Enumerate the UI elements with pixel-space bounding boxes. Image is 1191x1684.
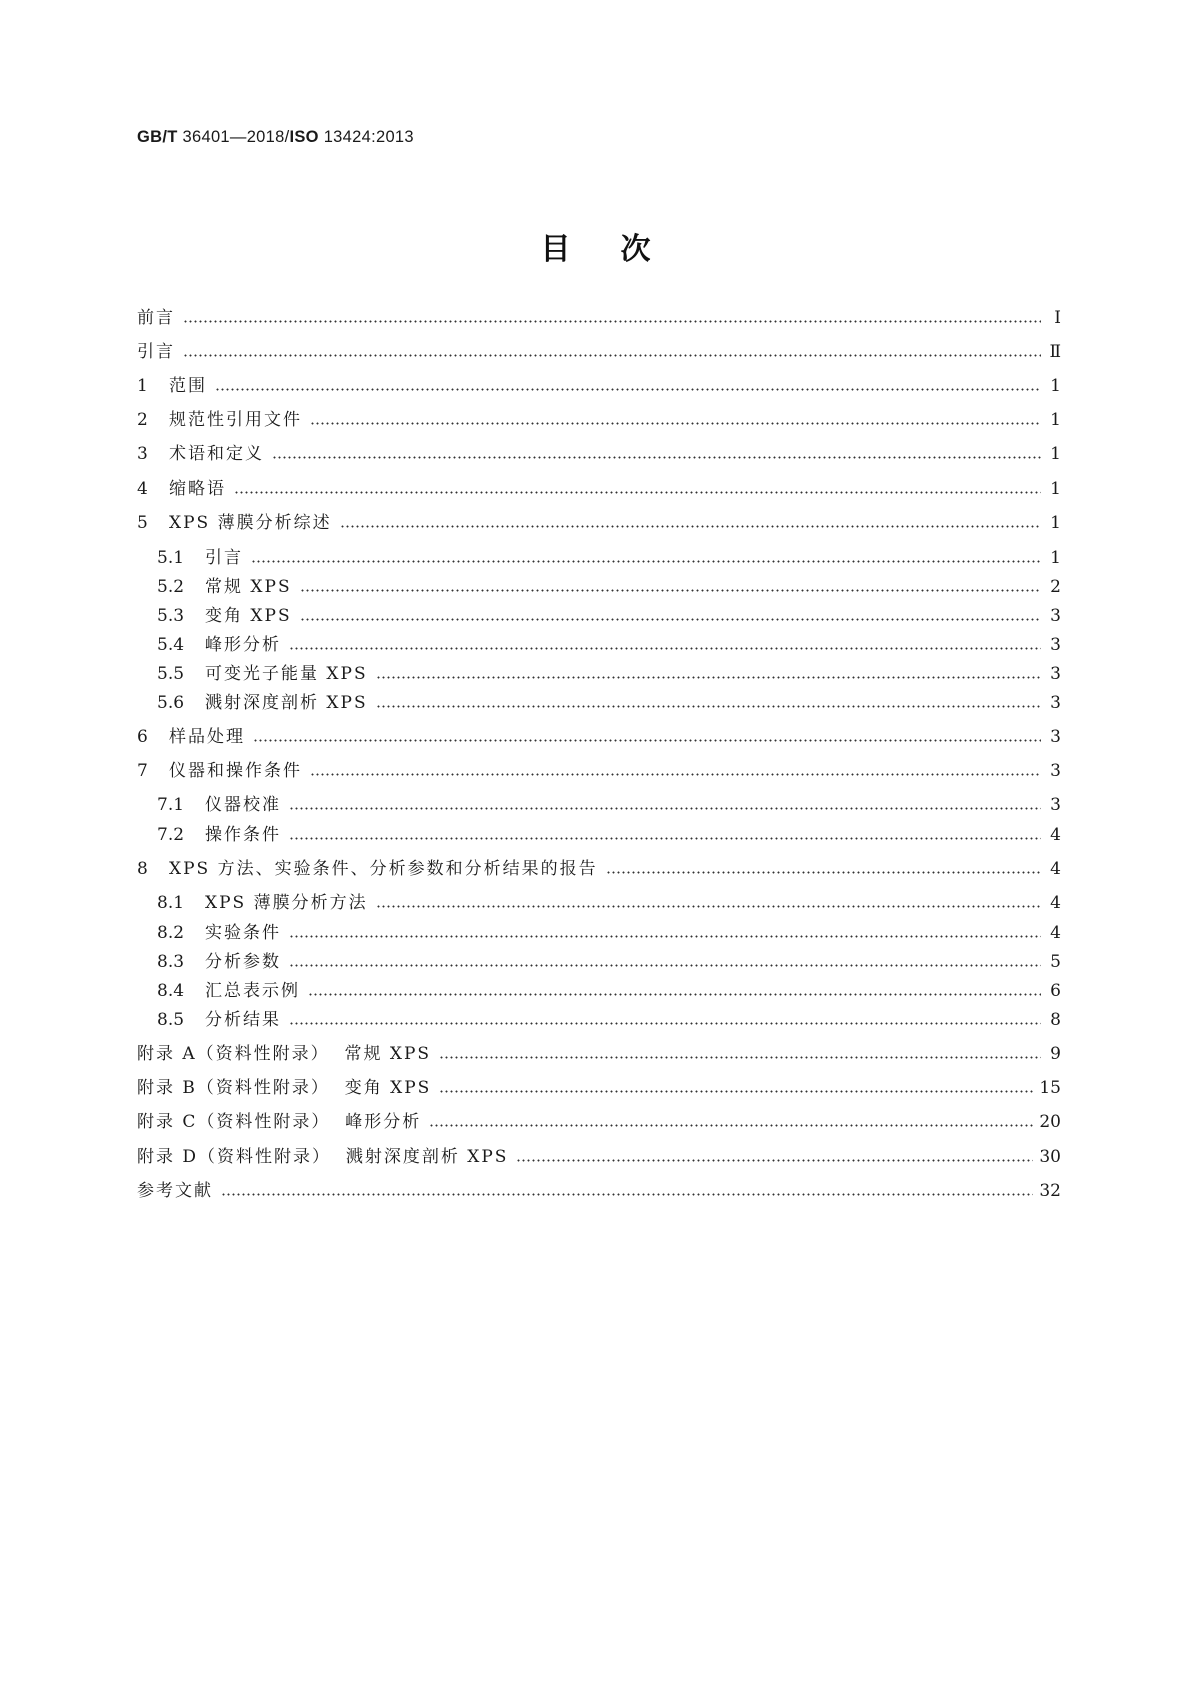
toc-dot-leader — [340, 525, 1041, 528]
toc-entry-number: 3 — [137, 444, 148, 464]
toc-entry-page: 1 — [1050, 410, 1061, 430]
toc-entry-page: 4 — [1050, 923, 1061, 943]
std-number: 36401—2018/ — [177, 128, 290, 146]
toc-entry-label: 常规 XPS — [205, 577, 292, 597]
toc-entry-label: 仪器和操作条件 — [169, 761, 302, 781]
toc-entry[interactable] — [157, 950, 1061, 974]
toc-entry-label: 参考文献 — [137, 1181, 213, 1201]
toc-dot-leader — [289, 935, 1041, 938]
toc-entry-label: 操作条件 — [205, 825, 281, 845]
toc-entry-page: 4 — [1050, 825, 1061, 845]
toc-entry-page: 1 — [1050, 513, 1061, 533]
toc-entry-number: 8.2 — [157, 923, 185, 943]
toc-entry-number: 8.5 — [157, 1010, 185, 1030]
toc-entry-page: 8 — [1050, 1010, 1061, 1030]
toc-entry-page: 3 — [1050, 664, 1061, 684]
toc-entry-number: 2 — [137, 410, 148, 430]
toc-dot-leader — [253, 739, 1041, 742]
toc-entry-label: 溅射深度剖析 XPS — [205, 693, 368, 713]
toc-entry[interactable] — [157, 662, 1061, 686]
toc-entry-page: Ⅱ — [1049, 342, 1061, 362]
toc-entry-label: 引言 — [137, 342, 175, 362]
toc-entry[interactable] — [157, 793, 1061, 817]
toc-entry-label: 范围 — [169, 376, 207, 396]
toc-entry-page: 3 — [1050, 727, 1061, 747]
toc-entry[interactable] — [157, 921, 1061, 945]
toc-entry[interactable] — [157, 546, 1061, 570]
toc-entry-page: 1 — [1050, 548, 1061, 568]
toc-dot-leader — [289, 964, 1041, 967]
toc-entry-page: 5 — [1050, 952, 1061, 972]
toc-entry-label: 附录 A（资料性附录） 常规 XPS — [137, 1044, 432, 1064]
toc-dot-leader — [289, 1022, 1041, 1025]
toc-entry-label: XPS 薄膜分析方法 — [205, 893, 368, 913]
toc-entry-number: 7 — [137, 761, 148, 781]
toc-entry-number: 5.6 — [157, 693, 185, 713]
toc-entry-number: 5.2 — [157, 577, 185, 597]
toc-entry-page: 15 — [1039, 1078, 1061, 1098]
toc-entry-page: 6 — [1050, 981, 1061, 1001]
toc-entry-page: 3 — [1050, 606, 1061, 626]
toc-entry[interactable] — [137, 1179, 1061, 1203]
toc-entry-page: 4 — [1050, 859, 1061, 879]
toc-entry-page: 1 — [1050, 444, 1061, 464]
toc-dot-leader — [272, 456, 1041, 459]
toc-entry-page: 3 — [1050, 795, 1061, 815]
toc-dot-leader — [439, 1056, 1041, 1059]
toc-entry-label: 附录 B（资料性附录） 变角 XPS — [137, 1078, 432, 1098]
toc-entry-label: 分析结果 — [205, 1010, 281, 1030]
toc-entry[interactable] — [157, 979, 1061, 1003]
toc-entry-number: 8.1 — [157, 893, 185, 913]
toc-entry-label: 分析参数 — [205, 952, 281, 972]
toc-entry[interactable] — [137, 340, 1061, 364]
toc-entry-page: 4 — [1050, 893, 1061, 913]
toc-dot-leader — [215, 388, 1041, 391]
toc-entry-page: 20 — [1039, 1112, 1061, 1132]
toc-entry-number: 8.4 — [157, 981, 185, 1001]
toc-entry-number: 5.5 — [157, 664, 185, 684]
toc-entry-label: 附录 D（资料性附录） 溅射深度剖析 XPS — [137, 1147, 509, 1167]
toc-entry-page: 32 — [1039, 1181, 1061, 1201]
toc-entry-page: 1 — [1050, 479, 1061, 499]
toc-entry[interactable] — [137, 725, 1061, 749]
toc-entry-number: 7.2 — [157, 825, 185, 845]
toc-entry-label: 实验条件 — [205, 923, 281, 943]
toc-entry-page: 2 — [1050, 577, 1061, 597]
toc-dot-leader — [300, 589, 1041, 592]
toc-entry-page: Ⅰ — [1054, 308, 1061, 328]
toc-dot-leader — [183, 320, 1041, 323]
toc-entry[interactable] — [137, 477, 1061, 501]
toc-entry-number: 5.1 — [157, 548, 185, 568]
toc-entry[interactable] — [137, 1110, 1061, 1134]
toc-entry-label: 变角 XPS — [205, 606, 292, 626]
toc-entry-label: 附录 C（资料性附录） 峰形分析 — [137, 1112, 422, 1132]
page-title: 目次 — [540, 232, 701, 267]
toc-dot-leader — [310, 773, 1041, 776]
toc-entry-number: 7.1 — [157, 795, 185, 815]
toc-entry-label: 可变光子能量 XPS — [205, 664, 368, 684]
toc-dot-leader — [251, 560, 1041, 563]
toc-entry[interactable] — [137, 857, 1061, 881]
toc-dot-leader — [289, 807, 1041, 810]
toc-dot-leader — [376, 705, 1041, 708]
toc-entry-page: 1 — [1050, 376, 1061, 396]
toc-entry[interactable] — [137, 442, 1061, 466]
toc-entry-page: 9 — [1050, 1044, 1061, 1064]
toc-entry-number: 5 — [137, 513, 148, 533]
toc-entry-number: 5.4 — [157, 635, 185, 655]
toc-entry-number: 8 — [137, 859, 148, 879]
toc-dot-leader — [289, 647, 1041, 650]
toc-entry-label: 缩略语 — [169, 479, 226, 499]
toc-entry[interactable] — [157, 1008, 1061, 1032]
toc-dot-leader — [221, 1193, 1033, 1196]
toc-entry[interactable] — [157, 604, 1061, 628]
toc-dot-leader — [289, 837, 1041, 840]
toc-entry[interactable] — [137, 306, 1061, 330]
toc-entry[interactable] — [157, 633, 1061, 657]
toc-entry-label: XPS 方法、实验条件、分析参数和分析结果的报告 — [169, 859, 598, 879]
toc-entry-label: 引言 — [205, 548, 243, 568]
iso-prefix: ISO — [289, 128, 319, 146]
toc-dot-leader — [606, 871, 1041, 874]
toc-entry[interactable] — [137, 1145, 1061, 1169]
toc-dot-leader — [310, 422, 1041, 425]
toc-entry-label: 术语和定义 — [169, 444, 264, 464]
toc-entry[interactable] — [157, 575, 1061, 599]
toc-entry-page: 30 — [1039, 1147, 1061, 1167]
toc-dot-leader — [439, 1090, 1033, 1093]
toc-entry-number: 1 — [137, 376, 148, 396]
toc-entry[interactable] — [137, 759, 1061, 783]
toc-entry[interactable] — [137, 511, 1061, 535]
toc-entry[interactable] — [137, 1076, 1061, 1100]
toc-entry-page: 3 — [1050, 761, 1061, 781]
toc-dot-leader — [429, 1124, 1033, 1127]
toc-entry[interactable] — [157, 691, 1061, 715]
toc-entry[interactable] — [157, 891, 1061, 915]
toc-entry[interactable] — [157, 823, 1061, 847]
toc-entry-number: 8.3 — [157, 952, 185, 972]
toc-entry-number: 4 — [137, 479, 148, 499]
toc-entry-number: 5.3 — [157, 606, 185, 626]
toc-entry-page: 3 — [1050, 635, 1061, 655]
toc-entry-label: 前言 — [137, 308, 175, 328]
toc-entry[interactable] — [137, 408, 1061, 432]
toc-entry-label: 规范性引用文件 — [169, 410, 302, 430]
toc-entry-label: 峰形分析 — [205, 635, 281, 655]
toc-dot-leader — [376, 905, 1041, 908]
toc-dot-leader — [516, 1159, 1033, 1162]
toc-dot-leader — [308, 993, 1041, 996]
toc-entry-page: 3 — [1050, 693, 1061, 713]
toc-dot-leader — [183, 354, 1041, 357]
standard-code — [137, 128, 414, 147]
toc-entry[interactable] — [137, 1042, 1061, 1066]
toc-entry-label: 样品处理 — [169, 727, 245, 747]
toc-entry[interactable] — [137, 374, 1061, 398]
toc-entry-label: 仪器校准 — [205, 795, 281, 815]
iso-number: 13424:2013 — [318, 128, 414, 146]
std-prefix: GB/T — [137, 128, 178, 146]
toc-entry-label: XPS 薄膜分析综述 — [169, 513, 332, 533]
toc-dot-leader — [300, 618, 1041, 621]
toc-entry-number: 6 — [137, 727, 148, 747]
toc-entry-label: 汇总表示例 — [205, 981, 300, 1001]
toc-dot-leader — [376, 676, 1041, 679]
toc-dot-leader — [234, 491, 1041, 494]
